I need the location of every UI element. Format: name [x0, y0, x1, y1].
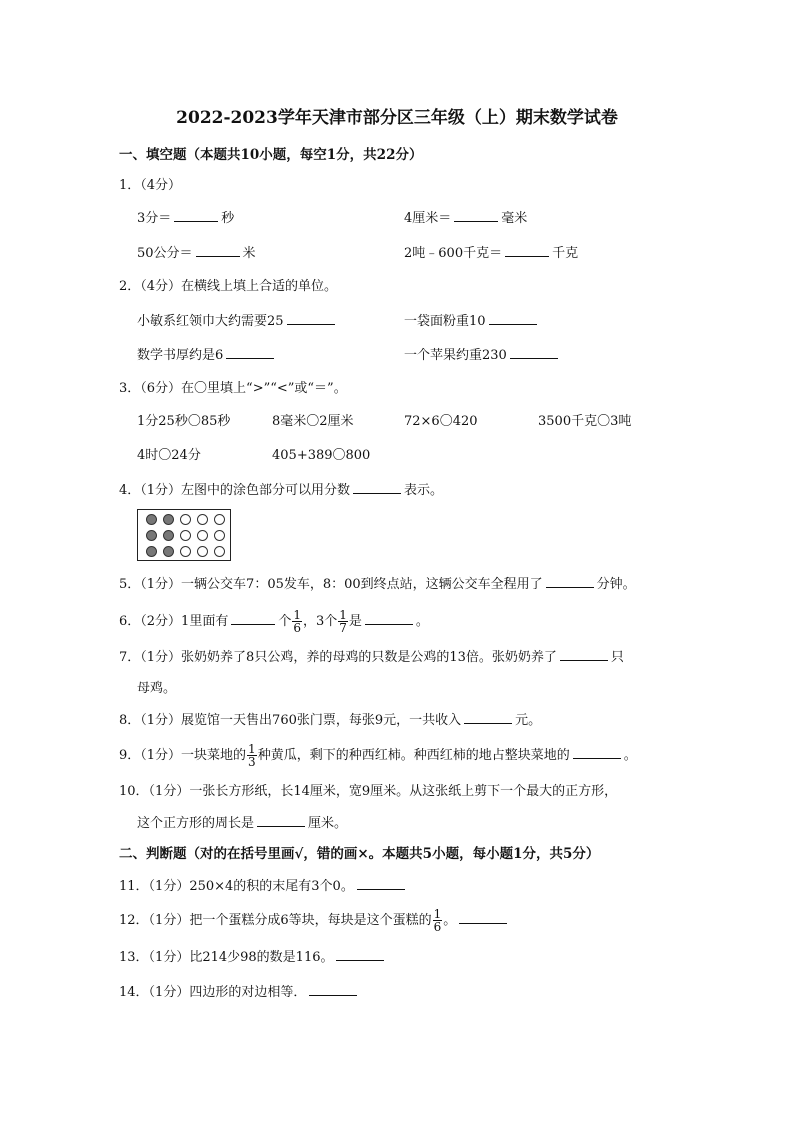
q11-question [119, 877, 408, 896]
empty-circle [180, 546, 191, 557]
exam-title: 2022-2023学年天津市部分区三年级（上）期末数学试卷 [176, 108, 618, 128]
q2-item-c [137, 346, 277, 365]
section-fill-in-heading: 一、填空题（本题共10小题，每空1分，共22分） [119, 147, 423, 163]
empty-circle [180, 514, 191, 525]
q4-post: 表示。 [404, 483, 444, 498]
answer-blank[interactable] [257, 814, 305, 827]
q12-end: 。 [443, 913, 457, 928]
q14-question [119, 983, 360, 1002]
q13-question [119, 948, 387, 967]
q8-post: 元。 [515, 713, 542, 728]
q10-line2 [137, 814, 347, 833]
q6-question [119, 608, 429, 636]
denominator: 3 [248, 755, 256, 769]
q10-line1: 10．（1分）一张长方形纸，长14厘米，宽9厘米。从这张纸上剪下一个最大的正方形， [119, 784, 618, 799]
answer-blank[interactable] [336, 948, 384, 961]
q5-question [119, 575, 636, 594]
q1-heading: 1．（4分） [119, 178, 182, 193]
q12-question [119, 907, 510, 935]
q2-a-text: 小敏系红领巾大约需要25 [137, 314, 284, 329]
q3-heading: 3．（6分）在〇里填上“>”“<”或“＝”。 [119, 381, 347, 396]
q2-item-b [404, 312, 540, 331]
denominator: 6 [293, 621, 301, 635]
answer-blank[interactable] [489, 312, 537, 325]
q1-item-b [404, 209, 527, 228]
empty-circle [214, 530, 225, 541]
answer-blank[interactable] [287, 312, 335, 325]
shaded-circle [146, 530, 157, 541]
answer-blank[interactable] [357, 877, 405, 890]
q9-post: 种黄瓜，剩下的种西红柿。种西红柿的地占整块菜地的 [257, 748, 570, 763]
answer-blank[interactable] [365, 612, 413, 625]
q12-text: 12．（1分）把一个蛋糕分成6等块，每块是这个蛋糕的 [119, 913, 432, 928]
q3-item-f: 405+389〇800 [272, 448, 371, 463]
numerator: 1 [433, 907, 442, 921]
q9-text: 9．（1分）一块菜地的 [119, 748, 247, 763]
answer-blank[interactable] [309, 983, 357, 996]
answer-blank[interactable] [560, 648, 608, 661]
shaded-circle [146, 546, 157, 557]
answer-blank[interactable] [196, 244, 240, 257]
shaded-circle [163, 514, 174, 525]
section-judgment-heading: 二、判断题（对的在括号里画√，错的画×。本题共5小题，每小题1分，共5分） [119, 846, 600, 862]
q6-mid: 个 [278, 614, 292, 629]
q1-d-unit: 千克 [552, 246, 579, 261]
q6-sep: ，3个 [302, 614, 338, 629]
answer-blank[interactable] [231, 612, 275, 625]
answer-blank[interactable] [454, 209, 498, 222]
answer-blank[interactable] [174, 209, 218, 222]
empty-circle [180, 530, 191, 541]
q10-post: 厘米。 [308, 816, 348, 831]
shaded-circle [163, 546, 174, 557]
q13-text: 13．（1分）比214少98的数是116。 [119, 950, 334, 965]
q1-item-c [137, 244, 256, 263]
q6-text: 6．（2分）1里面有 [119, 614, 229, 629]
q11-text: 11．（1分）250×4的积的末尾有3个0。 [119, 879, 354, 894]
q10-text: 这个正方形的周长是 [137, 816, 255, 831]
shaded-circle [146, 514, 157, 525]
q2-item-a [137, 312, 338, 331]
answer-blank[interactable] [459, 911, 507, 924]
q3-item-b: 8毫米〇2厘米 [272, 414, 354, 429]
shaded-circle [163, 530, 174, 541]
q7-line2: 母鸡。 [137, 681, 177, 696]
empty-circle [214, 546, 225, 557]
q14-text: 14．（1分）四边形的对边相等． [119, 985, 307, 1000]
answer-blank[interactable] [573, 746, 621, 759]
fraction-one-third [247, 743, 257, 768]
fraction-one-sixth [433, 908, 443, 933]
q5-text: 5．（1分）一辆公交车7：05发车，8：00到终点站，这辆公交车全程用了 [119, 577, 543, 592]
empty-circle [214, 514, 225, 525]
numerator: 1 [339, 608, 347, 622]
circle-grid-figure [137, 509, 231, 561]
q1-b-text: 4厘米＝ [404, 211, 452, 226]
empty-circle [197, 546, 208, 557]
q9-end: 。 [623, 748, 637, 763]
q1-item-d [404, 244, 578, 263]
answer-blank[interactable] [353, 481, 401, 494]
q8-question [119, 711, 541, 730]
q4-text: 4．（1分）左图中的涂色部分可以用分数 [119, 483, 351, 498]
answer-blank[interactable] [505, 244, 549, 257]
fraction-one-seventh [338, 609, 348, 634]
q1-a-text: 3分＝ [137, 211, 172, 226]
q2-c-text: 数学书厚约是6 [137, 348, 224, 363]
q1-b-unit: 毫米 [501, 211, 528, 226]
q1-a-unit: 秒 [221, 211, 235, 226]
fraction-one-sixth [292, 609, 302, 634]
answer-blank[interactable] [510, 346, 558, 359]
denominator: 6 [433, 920, 442, 934]
q1-item-a [137, 209, 234, 228]
numerator: 1 [293, 608, 301, 622]
q4-question [119, 481, 443, 500]
q2-heading: 2．（4分）在横线上填上合适的单位。 [119, 279, 338, 294]
q3-item-e: 4时〇24分 [137, 448, 201, 463]
q2-d-text: 一个苹果约重230 [404, 348, 507, 363]
empty-circle [197, 514, 208, 525]
q5-post: 分钟。 [596, 577, 636, 592]
q3-item-a: 1分25秒〇85秒 [137, 414, 231, 429]
q7-end: 只 [610, 650, 624, 665]
q2-item-d [404, 346, 561, 365]
q1-c-unit: 米 [242, 246, 256, 261]
q1-d-text: 2吨﹣600千克＝ [404, 246, 503, 261]
q6-end: 。 [415, 614, 429, 629]
answer-blank[interactable] [464, 711, 512, 724]
q1-c-text: 50公分＝ [137, 246, 193, 261]
empty-circle [197, 530, 208, 541]
q3-item-c: 72×6〇420 [404, 414, 478, 429]
q7-question [119, 648, 624, 667]
numerator: 1 [248, 742, 256, 756]
q7-text: 7．（1分）张奶奶养了8只公鸡，养的母鸡的只数是公鸡的13倍。张奶奶养了 [119, 650, 557, 665]
answer-blank[interactable] [546, 575, 594, 588]
q9-question [119, 742, 637, 770]
denominator: 7 [339, 621, 347, 635]
q2-b-text: 一袋面粉重10 [404, 314, 486, 329]
q6-is: 是 [348, 614, 362, 629]
q3-item-d: 3500千克〇3吨 [538, 414, 632, 429]
answer-blank[interactable] [226, 346, 274, 359]
q8-text: 8．（1分）展览馆一天售出760张门票，每张9元，一共收入 [119, 713, 462, 728]
